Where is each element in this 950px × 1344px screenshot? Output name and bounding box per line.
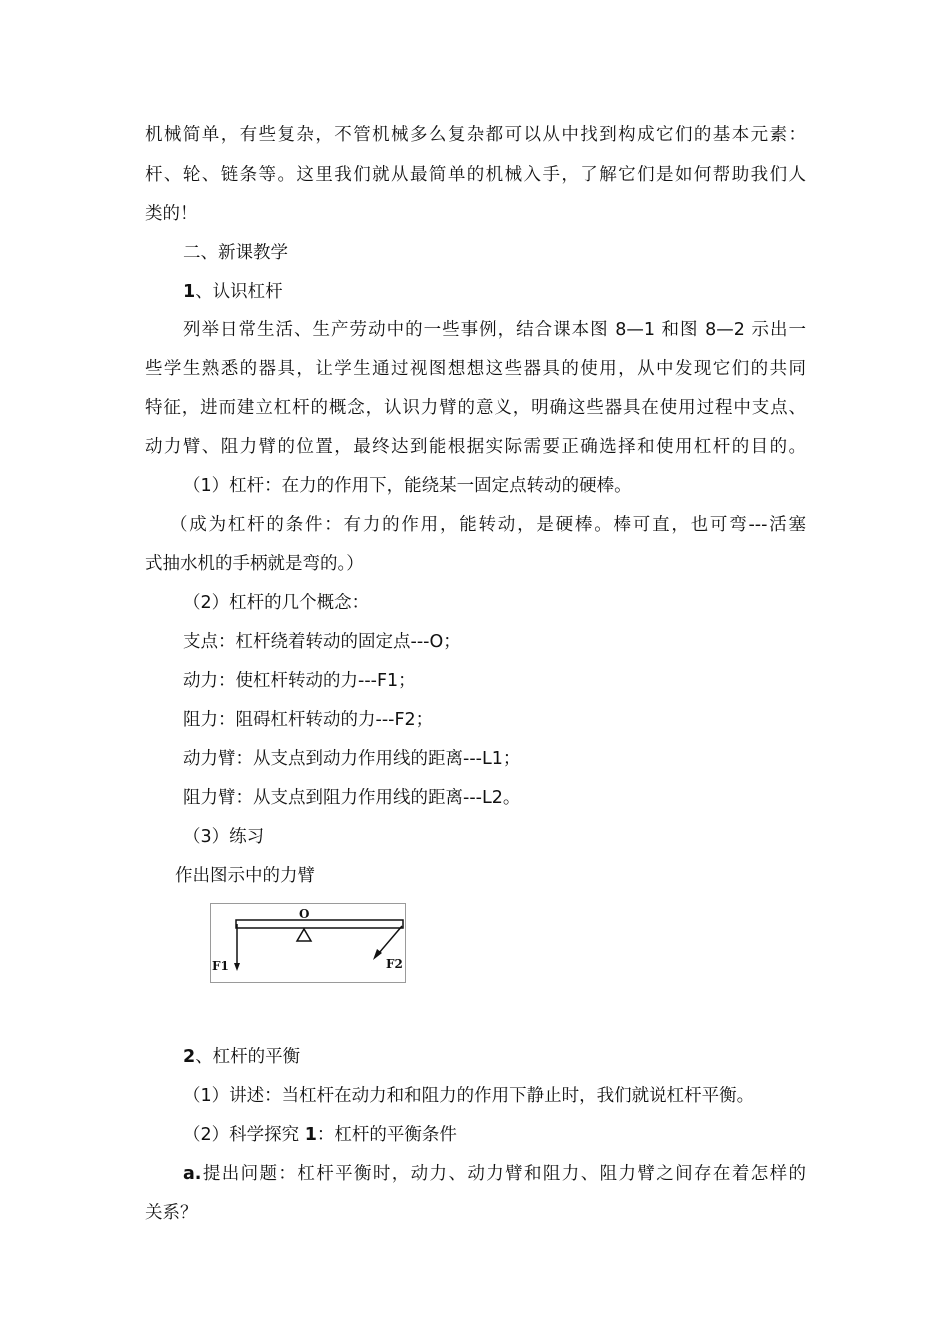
s2-question-line-2: 关系？ xyxy=(145,1203,198,1223)
s2-inquiry-suffix: ：杠杆的平衡条件 xyxy=(316,1125,457,1145)
concept-effort-arm: 动力臂：从支点到动力作用线的距离---L1； xyxy=(183,749,521,769)
fulcrum-triangle xyxy=(297,929,311,941)
conditions-line-2: 式抽水机的手柄就是弯的。） xyxy=(145,554,364,574)
s2-inquiry-prefix: （2）科学探究 xyxy=(183,1125,305,1145)
lever-definition: （1）杠杆：在力的作用下，能绕某一固定点转动的硬棒。 xyxy=(183,476,632,496)
f1-arrowhead xyxy=(234,963,240,971)
s1-body-line-4: 动力臂、阻力臂的位置，最终达到能根据实际需要正确选择和使用杠杆的目的。 xyxy=(145,437,806,457)
subsection-2-number: 2 xyxy=(183,1047,196,1067)
concept-fulcrum: 支点：杠杆绕着转动的固定点---O； xyxy=(183,632,461,652)
intro-line-2: 杆、轮、链条等。这里我们就从最简单的机械入手，了解它们是如何帮助我们人 xyxy=(145,165,806,185)
conditions-line-1: （成为杠杆的条件：有力的作用，能转动，是硬棒。棒可直，也可弯---活塞 xyxy=(170,515,806,535)
s2-narrate: （1）讲述：当杠杆在动力和和阻力的作用下静止时，我们就说杠杆平衡。 xyxy=(183,1086,755,1106)
concept-resistance: 阻力：阻碍杠杆转动的力---F2； xyxy=(183,710,434,730)
concept-resistance-arm: 阻力臂：从支点到阻力作用线的距离---L2。 xyxy=(183,788,521,808)
s2-inquiry xyxy=(183,1123,457,1147)
lever-bar xyxy=(236,920,403,928)
pivot-label: O xyxy=(299,907,310,921)
subsection-1-heading xyxy=(183,280,283,304)
subsection-1-number: 1 xyxy=(183,282,196,302)
f2-label: F2 xyxy=(386,957,403,971)
f2-arrow-line xyxy=(379,926,402,953)
s1-body-line-2: 些学生熟悉的器具，让学生通过视图想想这些器具的使用，从中发现它们的共同 xyxy=(145,359,806,379)
s2-question-label: a. xyxy=(183,1164,202,1184)
intro-line-3: 类的！ xyxy=(145,204,198,224)
concept-effort: 动力：使杠杆转动的力---F1； xyxy=(183,671,416,691)
s2-question-text: 提出问题：杠杆平衡时，动力、动力臂和阻力、阻力臂之间存在着怎样的 xyxy=(201,1164,806,1184)
f1-label: F1 xyxy=(212,959,229,973)
subsection-2-heading xyxy=(183,1045,300,1069)
exercise-heading: （3）练习 xyxy=(183,827,265,847)
s2-inquiry-number: 1 xyxy=(304,1125,317,1145)
s1-body-line-1: 列举日常生活、生产劳动中的一些事例，结合课本图 8—1 和图 8—2 示出一 xyxy=(183,320,806,340)
exercise-prompt: 作出图示中的力臂 xyxy=(175,866,315,886)
concepts-heading: （2）杠杆的几个概念： xyxy=(183,593,370,613)
lever-diagram xyxy=(210,903,406,983)
s1-body-line-3: 特征，进而建立杠杆的概念，认识力臂的意义，明确这些器具在使用过程中支点、 xyxy=(145,398,806,418)
section-heading-new-lesson: 二、新课教学 xyxy=(183,243,288,263)
subsection-2-title: 、杠杆的平衡 xyxy=(195,1047,301,1067)
s2-question-line-1 xyxy=(183,1162,806,1186)
intro-line-1: 机械简单，有些复杂，不管机械多么复杂都可以从中找到构成它们的基本元素： xyxy=(145,125,806,145)
subsection-1-title: 、认识杠杆 xyxy=(195,282,283,302)
